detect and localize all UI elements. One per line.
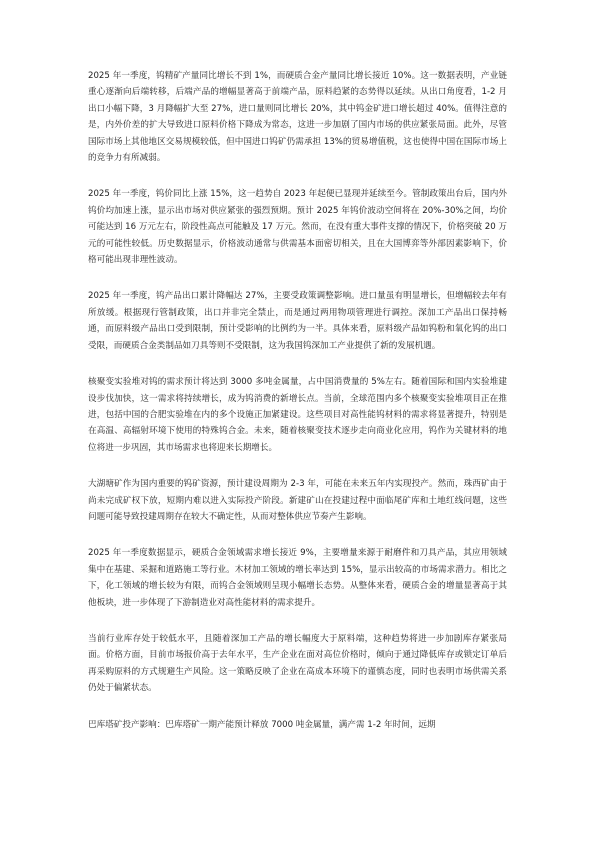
paragraph-bakuta-mine: 巴库塔矿投产影响：巴库塔矿一期产能预计释放 7000 吨金属量，满产需 1-2 年时间，远期 (88, 719, 436, 730)
paragraph-fusion-demand: 核聚变实验堆对钨的需求预计将达到 3000 多吨金属量，占中国消费量的 5%左右。随着国际和国内实验堆建设步伐加快，这一需求将持续增长，成为钨消费的新增长点。当前，全球范围内多个核聚变实验堆项目正在推进，包括中国的合肥实验堆在内的多个设施正加紧建设。这些项目对高性能钨材料的需求将显著提升，特别是在高温、高辐射环境下使用的特殊钨合金。未来，随着核聚变技术逐步走向商业化应用，钨作为关键材料的地位将进一步巩固，其市场需求也将迎来长期增长。 (88, 377, 507, 453)
paragraph-mine-projects: 大湖塘矿作为国内重要的钨矿资源，预计建设周期为 2-3 年，可能在未来五年内实现投产。然而，珠西矿由于尚未完成矿权下放，短期内难以进入实际投产阶段。新建矿山在投建过程中面临尾矿库和土地红线问题，这些问题可能导致投建周期存在较大不确定性，从而对整体供应节奏产生影响。 (88, 479, 507, 522)
paragraph-tungsten-output: 2025 年一季度，钨精矿产量同比增长不到 1%，而硬质合金产量同比增长接近 10%。这一数据表明，产业链重心逐渐向后端转移，后端产品的增幅显著高于前端产品，原料趋紧的态势得以延续。从出口角度看，1-2 月出口小幅下降，3 月降幅扩大至 27%，进口量则同比增长 20%，其中钨金矿进口增长超过 40%。值得注意的是，内外价差的扩大导致进口原料价格下降成为常态，这进一步加剧了国内市场的供应紧张局面。此外，尽管国际市场上其他地区交易规模较低，但中国进口钨矿仍需承担 13%的贸易增值税，这也使得中国在国际市场上的竞争力有所减弱。 (88, 71, 507, 164)
paragraph-export-policy: 2025 年一季度，钨产品出口累计降幅达 27%，主要受政策调整影响。进口量虽有明显增长，但增幅较去年有所放缓。根据现行管制政策，出口并非完全禁止，而是通过两用物项管理进行调控。深加工产品出口保持畅通，而原料级产品出口受到限制，预计受影响的比例约为一半。具体来看，原料级产品如钨粉和氧化钨的出口受限，而硬质合金类制品如刀具等则不受限制，这为我国钨深加工产业提供了新的发展机遇。 (88, 291, 507, 351)
paragraph-inventory: 当前行业库存处于较低水平，且随着深加工产品的增长幅度大于原料端，这种趋势将进一步加剧库存紧张局面。价格方面，目前市场报价高于去年水平，生产企业在面对高位价格时，倾向于通过降低库存或锁定订单后再采购原料的方式规避生产风险。这一策略反映了企业在高成本环境下的谨慎态度，同时也表明市场供需关系仍处于偏紧状态。 (88, 633, 507, 694)
paragraph-carbide-demand: 2025 年一季度数据显示，硬质合金领域需求增长接近 9%，主要增量来源于耐磨件和刀具产品，其应用领域集中在基建、采掘和道路施工等行业。木材加工领域的增长率达到 15%，显示出较高的市场需求潜力。相比之下，化工领域的增长较为有限，而钨合金领域则呈现小幅增长态势。从整体来看，硬质合金的增量显著高于其他板块，进一步体现了下游制造业对高性能材料的需求提升。 (88, 548, 507, 608)
paragraph-tungsten-price: 2025 年一季度，钨价同比上涨 15%，这一趋势自 2023 年起便已显现并延续至今。管制政策出台后，国内外钨价均加速上涨，显示出市场对供应紧张的强烈预期。预计 2025 年钨价波动空间将在 20%-30%之间，均价可能达到 16 万元左右，阶段性高点可能触及 17 万元。然而，在没有重大事件支撑的情况下，价格突破 20 万元的可能性较低。历史数据显示，价格波动通常与供需基本面密切相关，且在大国博弈等外部因素影响下，价格可能出现非理性波动。 (88, 189, 507, 266)
